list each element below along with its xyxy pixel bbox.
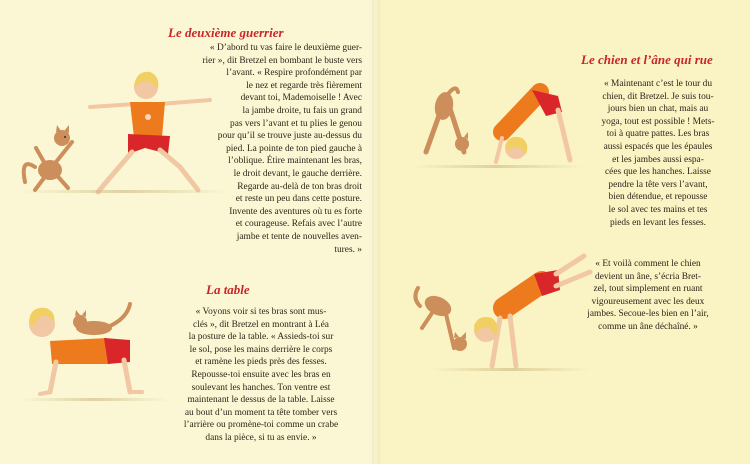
table-line: maintenant le dessus de la table. Laisse [187, 395, 335, 406]
donkey-line: « Et voilà comment le chien [595, 259, 701, 269]
warrior-line: la jambe droite, tu fais un grand [242, 105, 362, 116]
dog-line: bien détendue, et repousse [608, 192, 708, 203]
cat-table-figure [73, 304, 130, 335]
cat-dog-figure [426, 88, 469, 152]
floor-shadow [412, 165, 582, 168]
dog-illustration [412, 82, 582, 174]
donkey-line: jambes. Secoue-les bien en l’air, [587, 309, 709, 320]
heading-table: La table [206, 282, 250, 297]
warrior-line: jambe et tente de nouvelles aven- [236, 231, 362, 242]
floor-shadow [20, 398, 170, 401]
dog-line: cées que les hanches. Laisse [605, 167, 711, 178]
table-line: et ramène les pieds près des fesses. [195, 357, 327, 368]
dog-line: « Maintenant c’est le tour du [603, 79, 713, 89]
warrior-line: et courageuse. Refais avec l’autre [235, 219, 362, 230]
warrior-line: tures. » [334, 244, 362, 255]
warrior-line: l’oblique. Étire maintenant les bras, [228, 156, 362, 167]
text-dog [583, 78, 733, 229]
donkey-line: comme un âne déchaîné. » [598, 321, 698, 332]
girl-dog-figure [496, 90, 570, 162]
right-page [375, 0, 750, 464]
floor-shadow [430, 368, 590, 371]
warrior-line: Invente des aventures où tu es forte [229, 206, 362, 217]
table-line: dans la pièce, si tu as envie. » [205, 432, 317, 443]
girl-warrior-figure [90, 72, 210, 192]
table-line: Repousse-toi ensuite avec les bras en [191, 369, 331, 380]
warrior-illustration [10, 62, 225, 202]
warrior-line: rier », dit Bretzel en bombant le buste vers [202, 55, 362, 66]
table-line: l’arrière ou promène-toi comme un crabe [183, 420, 339, 431]
warrior-line: « D’abord tu vas faire le deuxième guer- [209, 43, 362, 53]
text-table [164, 306, 358, 445]
dog-line: jours bien un chat, mais au [607, 104, 709, 115]
donkey-line: devient un âne, s’écria Bret- [595, 271, 701, 282]
dog-line: pendre la tête vers l’avant, [608, 179, 708, 190]
heading-warrior: Le deuxième guerrier [168, 25, 284, 40]
dog-line: toi à quatre pattes. Les bras [606, 129, 710, 140]
warrior-line: pas vers l’avant et tu plies le genou [230, 118, 362, 129]
warrior-line: et reste un peu dans cette posture. [235, 194, 362, 205]
table-line: « Voyons voir si tes bras sont mus- [195, 307, 327, 317]
heading-dog: Le chien et l’âne qui rue [581, 52, 713, 67]
table-illustration [12, 296, 182, 404]
dog-line: pieds en levant les fesses. [609, 217, 707, 228]
dog-line: le sol avec tes mains et tes [608, 204, 708, 215]
dog-line: aussi espacés que les épaules [603, 141, 713, 152]
warrior-line: pied. La pointe de ton pied gauche à [226, 143, 362, 154]
table-line: la posture de la table. « Assieds-toi sur [188, 332, 334, 343]
cat-donkey-figure [415, 288, 467, 351]
warrior-line: le nez et regarde très fièrement [246, 80, 362, 91]
dog-line: yoga, tout est possible ! Mets- [601, 116, 715, 127]
donkey-line: zel, tout simplement en ruant [593, 284, 703, 295]
warrior-line: devant toi, Mademoiselle ! Avec [240, 93, 362, 104]
warrior-line: l’avant. « Respire profondément par [226, 68, 362, 79]
table-line: clés », dit Bretzel en montrant à Léa [193, 319, 329, 330]
warrior-line: le droit devant, le gauche derrière. [233, 168, 362, 179]
warrior-line: Regarde au-delà de ton bras droit [237, 181, 362, 192]
dog-line: chien, dit Bretzel. Je suis tou- [602, 91, 714, 102]
floor-shadow [20, 190, 230, 193]
girl-donkey-figure [474, 256, 590, 366]
donkey-line: vigoureusement avec les deux [591, 296, 705, 307]
warrior-line: pour qu’il se trouve juste au-dessus du [217, 131, 362, 142]
donkey-illustration [404, 248, 598, 378]
table-line: le sol, pose les mains derrière le corps [189, 344, 333, 355]
table-line: au bout d’un moment ta tête tomber vers [184, 407, 338, 418]
cat-warrior-figure [24, 125, 72, 190]
dog-line: et les jambes aussi espa- [612, 154, 704, 165]
table-line: soulevant les hanches. Ton ventre est [191, 382, 331, 393]
book-gutter [372, 0, 380, 464]
